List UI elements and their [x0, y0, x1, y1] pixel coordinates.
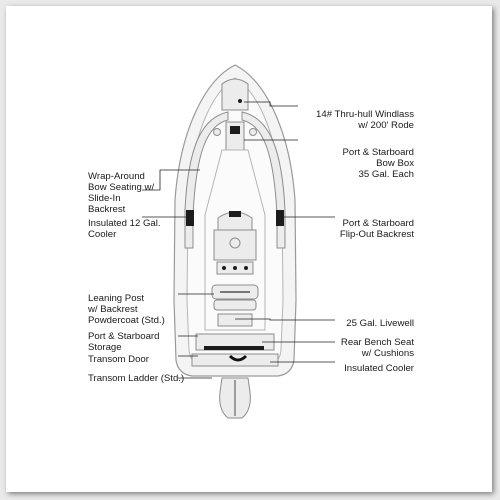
- label-transom-ladder: [88, 373, 184, 384]
- livewell: [218, 314, 252, 326]
- label-leaning-post-line: w/ Backrest: [88, 304, 138, 315]
- label-rear-bench-line: w/ Cushions: [361, 348, 414, 359]
- label-bow-box: [343, 147, 415, 180]
- label-rear-bench-line: Rear Bench Seat: [340, 337, 414, 348]
- label-bow-seating-line: Backrest: [88, 204, 126, 215]
- outboard-engine: [220, 378, 251, 418]
- transom: [192, 354, 278, 366]
- label-insulated-cooler-line: Insulated Cooler: [344, 363, 414, 374]
- windlass-hatch: [222, 79, 248, 110]
- label-ps-storage-line: Storage: [88, 342, 122, 353]
- label-flip-out-line: Port & Starboard: [342, 218, 414, 229]
- label-leaning-post-line: Leaning Post: [88, 293, 145, 304]
- label-bow-seating: [88, 171, 154, 215]
- label-windlass-line: w/ 200' Rode: [358, 120, 414, 131]
- label-ps-storage: [88, 331, 159, 353]
- label-transom-door-line: Transom Door: [88, 354, 149, 365]
- label-bow-box-line: Bow Box: [376, 158, 414, 169]
- label-insulated-cooler: [344, 363, 415, 374]
- label-cooler-12: [88, 218, 161, 240]
- label-bow-seating-line: Bow Seating w/: [88, 182, 155, 193]
- label-bow-seating-line: Slide-In: [88, 193, 121, 204]
- label-transom-ladder-line: Transom Ladder (Std.): [88, 373, 185, 384]
- label-flip-out-line: Flip-Out Backrest: [339, 229, 414, 240]
- label-ps-storage-line: Port & Starboard: [88, 331, 160, 342]
- label-bow-box-line: 35 Gal. Each: [358, 169, 414, 180]
- flip-out-backrest-starboard: [276, 210, 284, 226]
- flip-out-backrest-port: [186, 210, 194, 226]
- label-livewell-line: 25 Gal. Livewell: [346, 318, 414, 329]
- label-transom-door: [88, 354, 150, 365]
- label-rear-bench: [341, 337, 414, 359]
- label-windlass-line: 14# Thru-hull Windlass: [316, 109, 414, 120]
- label-cooler-12-line: Cooler: [88, 229, 117, 240]
- label-leaning-post-line: Powdercoat (Std.): [88, 315, 165, 326]
- leaning-post: [212, 285, 258, 310]
- label-leaning-post: [87, 293, 165, 326]
- label-flip-out-backrest: [340, 218, 414, 240]
- label-bow-box-line: Port & Starboard: [342, 147, 414, 158]
- label-livewell: [346, 318, 414, 329]
- label-windlass: [316, 109, 414, 131]
- label-bow-seating-line: Wrap-Around: [88, 171, 145, 182]
- center-console: [214, 211, 256, 274]
- label-cooler-12-line: Insulated 12 Gal.: [88, 218, 161, 229]
